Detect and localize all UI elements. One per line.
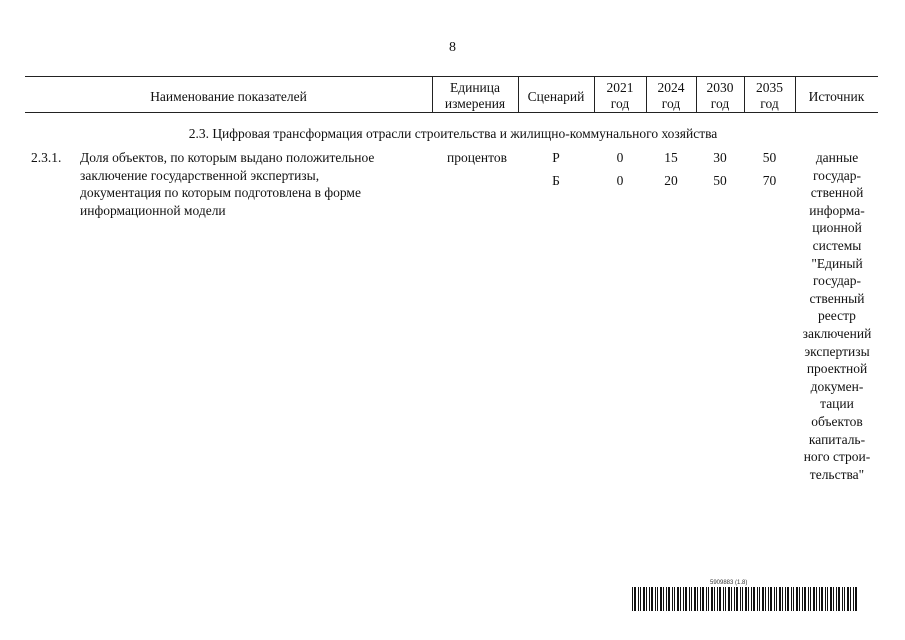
- source-line: ционной: [812, 220, 862, 236]
- barcode-bar: [694, 587, 696, 611]
- table-top-rule: [25, 76, 878, 77]
- barcode-bar: [791, 587, 792, 611]
- source-line: системы: [812, 237, 862, 253]
- barcode-bar: [768, 587, 769, 611]
- barcode-bar: [787, 587, 789, 611]
- barcode-bar: [745, 587, 747, 611]
- barcode-bar: [700, 587, 701, 611]
- barcode-bar: [668, 587, 670, 611]
- value-cell: 70: [762, 173, 777, 188]
- value-cell: 50: [713, 173, 727, 188]
- indicator-name-line: заключение государственной экспертизы,: [80, 167, 320, 183]
- value-cell: 50: [762, 150, 777, 165]
- section-title: 2.3. Цифровая трансформация отрасли строительства и жилищно-коммунального хозяйства: [188, 126, 718, 141]
- source-line: данные: [815, 150, 859, 165]
- header-year-value: 2030: [706, 80, 734, 95]
- source-line: ного строи-: [803, 449, 871, 465]
- header-year-2024: [646, 80, 696, 112]
- barcode-bar: [759, 587, 760, 611]
- barcode-bar: [708, 587, 709, 611]
- barcode-bars: [630, 587, 860, 611]
- header-scenario: Сценарий: [527, 89, 585, 104]
- barcode-bar: [638, 587, 639, 611]
- barcode-bar: [836, 587, 837, 611]
- barcode-bar: [660, 587, 662, 611]
- barcode-bar: [646, 587, 647, 611]
- indicator-name-line: Доля объектов, по которым выдано положительное: [80, 150, 375, 165]
- barcode-bar: [838, 587, 840, 611]
- barcode-bar: [762, 587, 764, 611]
- value-cell: 15: [664, 150, 678, 165]
- barcode-bar: [757, 587, 758, 611]
- row-unit: процентов: [446, 150, 507, 165]
- barcode-bar: [827, 587, 828, 611]
- barcode-bar: [643, 587, 645, 611]
- barcode-bar: [706, 587, 707, 611]
- barcode-bar: [734, 587, 735, 611]
- barcode-bar: [632, 587, 633, 611]
- barcode-bar: [740, 587, 741, 611]
- barcode-bar: [821, 587, 823, 611]
- barcode-bar: [691, 587, 692, 611]
- barcode-bar: [714, 587, 715, 611]
- value-cell: 0: [616, 173, 624, 188]
- scenario-name: Б: [552, 173, 560, 188]
- source-line: проектной: [806, 361, 868, 377]
- barcode-bar: [742, 587, 743, 611]
- barcode-bar: [825, 587, 826, 611]
- barcode-bar: [725, 587, 726, 611]
- barcode-bar: [855, 587, 857, 611]
- header-unit: [432, 80, 518, 112]
- barcode-bar: [850, 587, 851, 611]
- source-line: государ-: [812, 273, 862, 289]
- barcode-bar: [723, 587, 724, 611]
- barcode-bar: [808, 587, 809, 611]
- header-year-value: 2035: [756, 80, 783, 95]
- header-name: Наименование показателей: [150, 89, 307, 104]
- barcode-bar: [748, 587, 749, 611]
- barcode-bar: [736, 587, 738, 611]
- barcode-bar: [657, 587, 658, 611]
- barcode-bar: [649, 587, 650, 611]
- barcode-bar: [847, 587, 849, 611]
- barcode-bar: [782, 587, 783, 611]
- header-year-2035: [744, 80, 795, 112]
- row-number: 2.3.1.: [31, 150, 62, 165]
- header-year-2030: [696, 80, 744, 112]
- barcode-bar: [640, 587, 641, 611]
- barcode-bar: [731, 587, 732, 611]
- barcode-bar: [728, 587, 730, 611]
- source-line: объектов: [811, 413, 863, 429]
- barcode-bar: [830, 587, 832, 611]
- barcode-bar: [765, 587, 766, 611]
- indicator-name-line: информационной модели: [80, 202, 226, 218]
- barcode-bar: [702, 587, 704, 611]
- barcode-bar: [799, 587, 800, 611]
- barcode-bar: [785, 587, 786, 611]
- header-year-value: 2024: [657, 80, 685, 95]
- source-line: тации: [820, 396, 854, 412]
- barcode: [630, 580, 860, 612]
- barcode-bar: [672, 587, 673, 611]
- source-line: заключений: [802, 325, 872, 341]
- barcode-bar: [813, 587, 815, 611]
- barcode-bar: [816, 587, 817, 611]
- value-cell: 0: [616, 150, 624, 165]
- source-line: ственной: [810, 185, 864, 201]
- barcode-bar: [677, 587, 679, 611]
- source-line: ственный: [809, 290, 865, 306]
- barcode-bar: [651, 587, 653, 611]
- value-cell: 20: [664, 173, 678, 188]
- table-header-bottom-rule: [25, 112, 878, 113]
- barcode-bar: [776, 587, 777, 611]
- barcode-bar: [793, 587, 794, 611]
- barcode-bar: [685, 587, 687, 611]
- barcode-bar: [774, 587, 775, 611]
- barcode-bar: [711, 587, 713, 611]
- barcode-bar: [810, 587, 811, 611]
- barcode-bar: [719, 587, 721, 611]
- source-line: государ-: [812, 167, 862, 183]
- header-source: Источник: [808, 89, 865, 104]
- barcode-bar: [683, 587, 684, 611]
- source-line: тельства": [809, 466, 865, 482]
- scenario-name: Р: [552, 150, 560, 165]
- barcode-bar: [697, 587, 698, 611]
- barcode-bar: [751, 587, 752, 611]
- barcode-bar: [802, 587, 803, 611]
- value-cell: 30: [713, 150, 727, 165]
- source-line: "Единый: [811, 255, 863, 271]
- barcode-bar: [844, 587, 845, 611]
- source-line: капиталь-: [808, 431, 866, 447]
- barcode-bar: [634, 587, 636, 611]
- barcode-bar: [796, 587, 798, 611]
- header-year-value: 2021: [606, 80, 634, 95]
- barcode-label: 5909883 (1.8): [710, 580, 748, 586]
- header-year-2021: [594, 80, 646, 112]
- barcode-bar: [663, 587, 664, 611]
- header-unit-line: Единица: [449, 80, 500, 95]
- header-year-label: год: [760, 96, 779, 111]
- header-year-label: год: [661, 96, 681, 111]
- barcode-bar: [717, 587, 718, 611]
- barcode-bar: [655, 587, 656, 611]
- source-line: докумен-: [810, 378, 864, 394]
- header-unit-line: измерения: [444, 96, 506, 111]
- source-line: информа-: [809, 202, 865, 218]
- row-source: [797, 149, 877, 483]
- header-year-label: год: [610, 96, 630, 111]
- header-year-label: год: [710, 96, 730, 111]
- barcode-bar: [674, 587, 675, 611]
- barcode-bar: [666, 587, 667, 611]
- barcode-bar: [770, 587, 772, 611]
- barcode-bar: [853, 587, 854, 611]
- barcode-bar: [689, 587, 690, 611]
- barcode-bar: [804, 587, 806, 611]
- barcode-bar: [833, 587, 834, 611]
- barcode-bar: [753, 587, 755, 611]
- barcode-bar: [779, 587, 781, 611]
- page-number: 8: [449, 40, 456, 55]
- barcode-bar: [842, 587, 843, 611]
- barcode-bar: [819, 587, 820, 611]
- source-line: экспертизы: [804, 343, 870, 359]
- indicator-name-line: документация по которым подготовлена в форме: [80, 185, 361, 201]
- row-indicator-name: [80, 149, 432, 219]
- barcode-bar: [680, 587, 681, 611]
- source-line: реестр: [818, 308, 856, 324]
